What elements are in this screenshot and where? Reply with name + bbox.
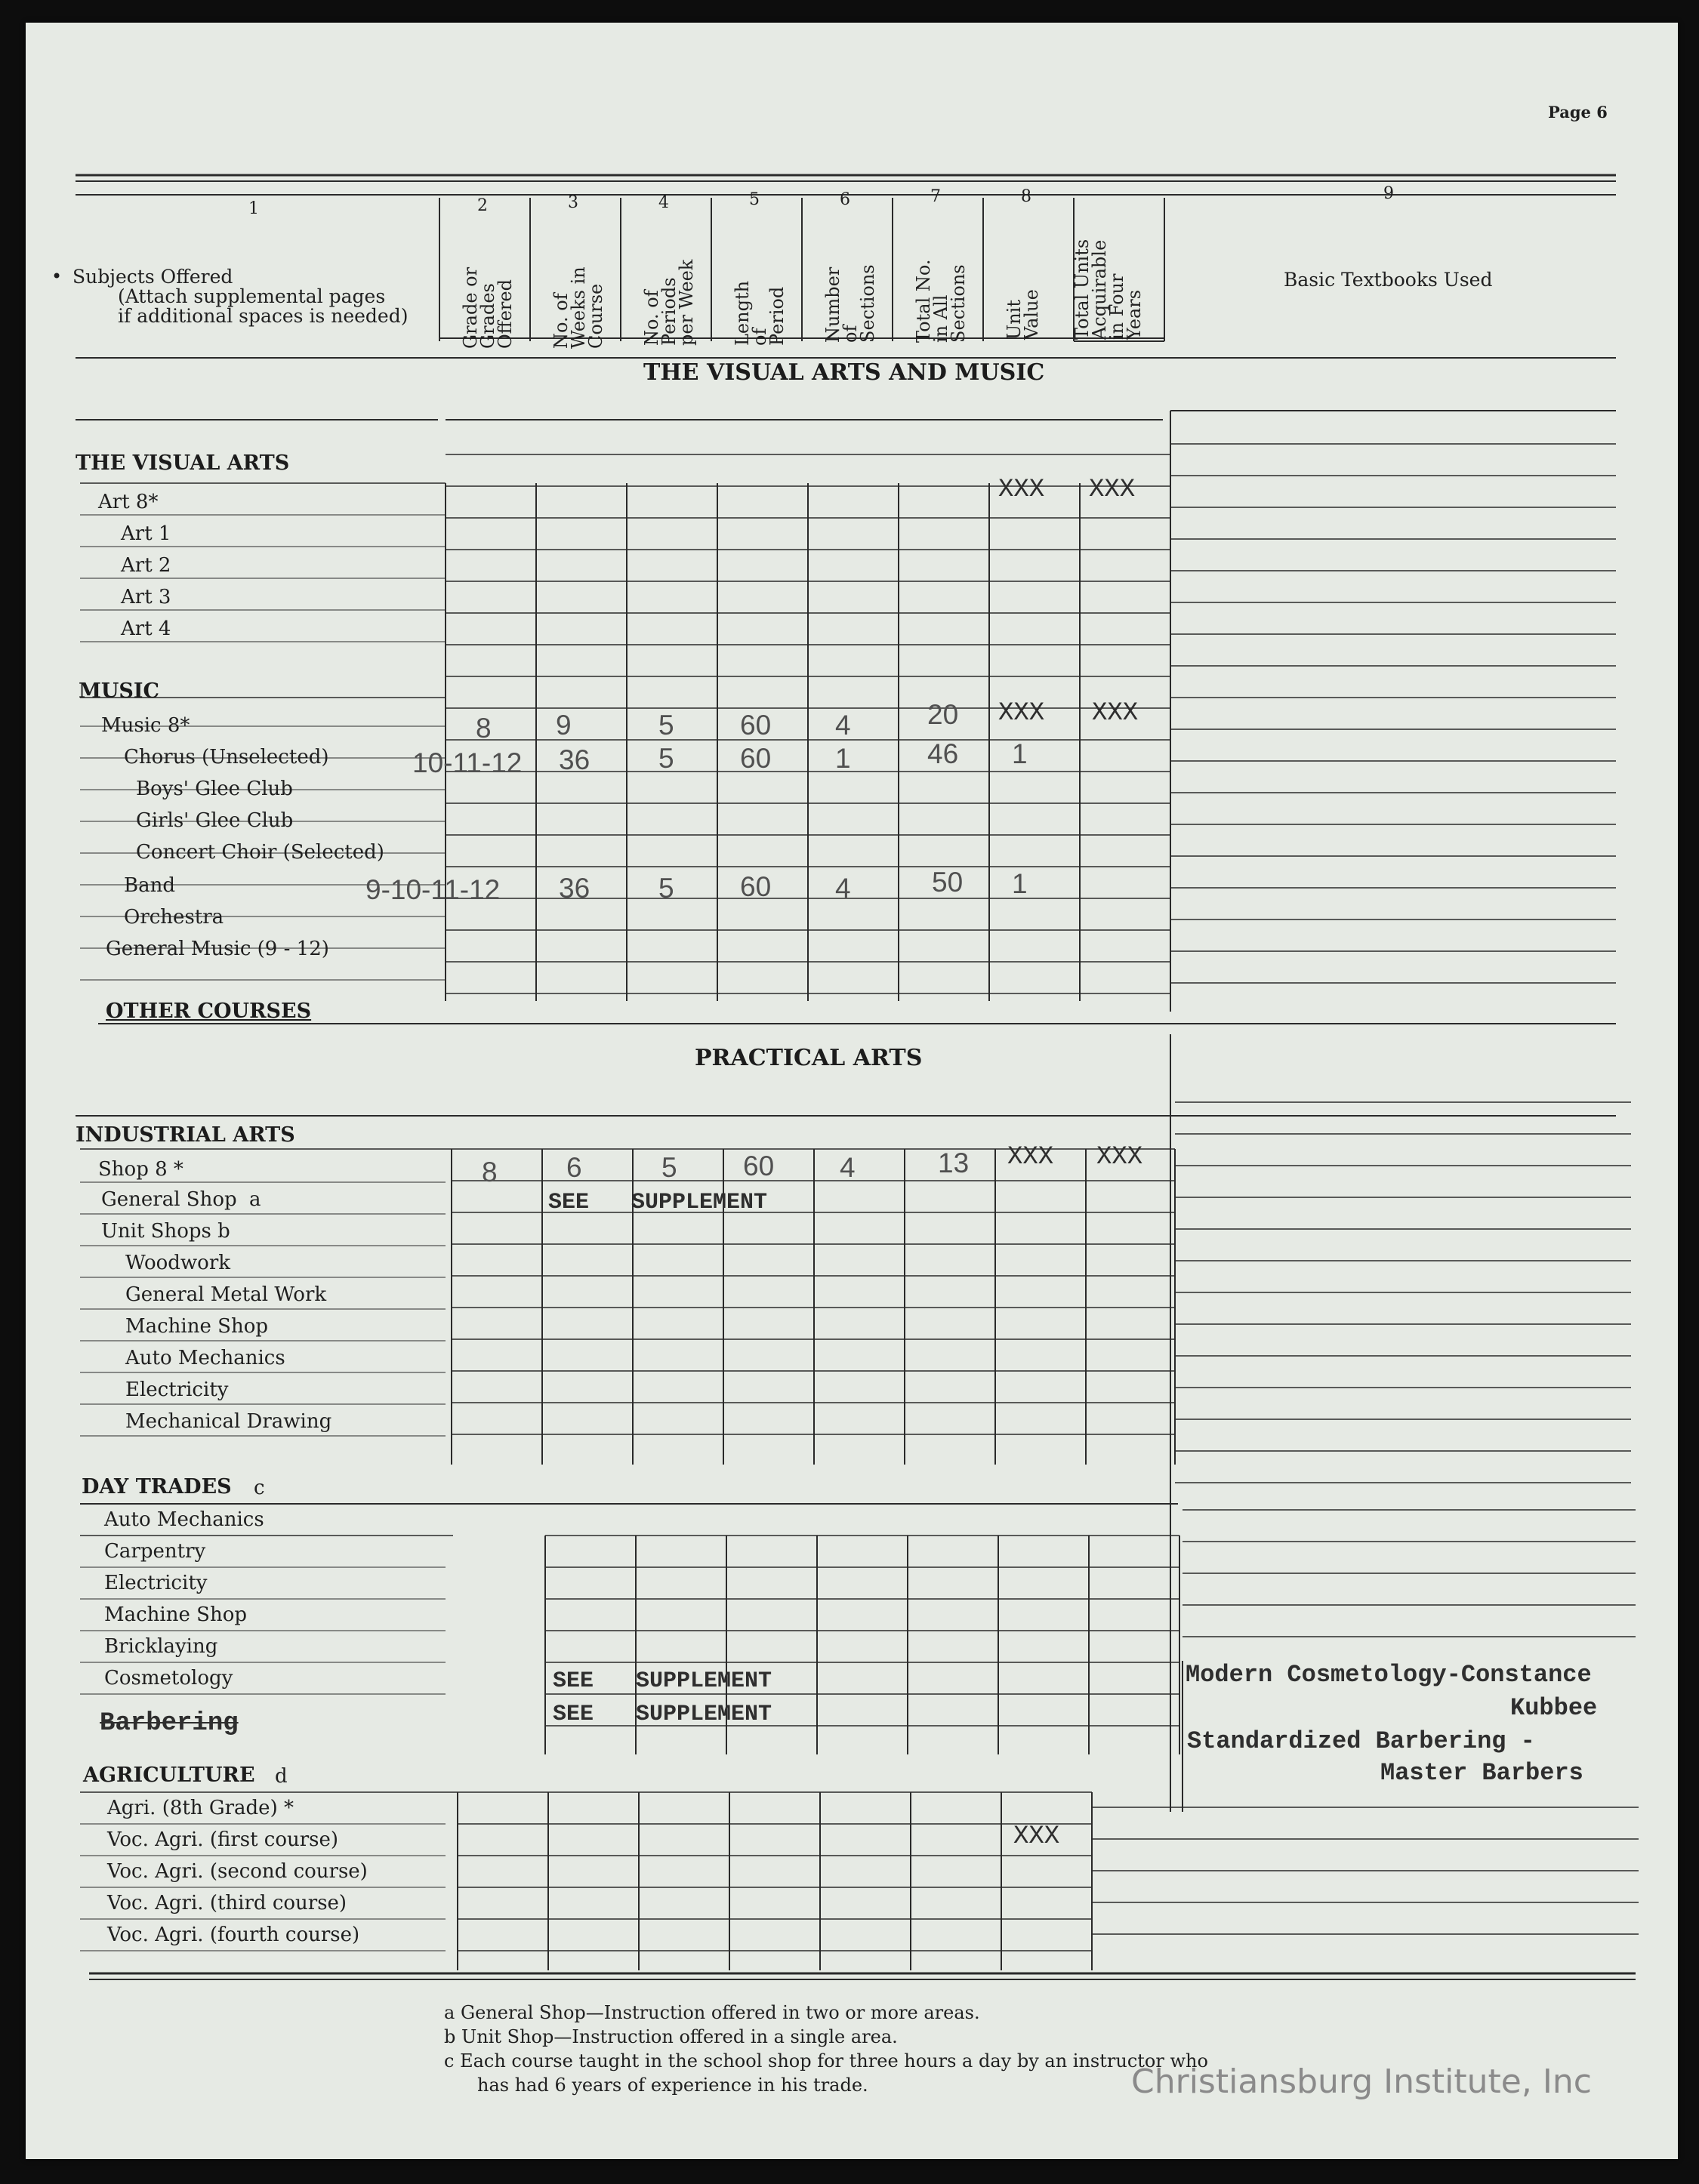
shop8-total: 13 bbox=[938, 1147, 970, 1178]
shop8-periods: 5 bbox=[661, 1152, 677, 1183]
chorus-label: Chorus (Unselected) bbox=[124, 746, 329, 769]
chorus-total: 46 bbox=[927, 738, 959, 769]
music8-weeks: 9 bbox=[556, 710, 572, 741]
col8b-header: Total Units Acquirable in Four Years bbox=[1072, 239, 1145, 340]
bullet-mark: • bbox=[51, 266, 63, 287]
industrial-arts-heading: INDUSTRIAL ARTS bbox=[76, 1123, 295, 1147]
general-shop-label: General Shop bbox=[101, 1188, 237, 1211]
visual-arts-music-title: THE VISUAL ARTS AND MUSIC bbox=[643, 359, 1045, 386]
chorus-sections: 1 bbox=[835, 743, 851, 774]
barbering-supplement: SUPPLEMENT bbox=[636, 1702, 772, 1727]
textbook-barbering-1: Standardized Barbering - bbox=[1187, 1727, 1535, 1755]
col-num-4: 4 bbox=[658, 193, 669, 212]
music8-sections: 4 bbox=[835, 710, 851, 741]
cosmetology-see: SEE bbox=[553, 1668, 594, 1694]
general-shop-mark: a bbox=[249, 1188, 261, 1211]
band-grade: 9-10-11-12 bbox=[365, 874, 501, 905]
day-trades-mark: c bbox=[254, 1477, 265, 1499]
dt-electricity-label: Electricity bbox=[104, 1572, 208, 1594]
barbering-see: SEE bbox=[553, 1702, 594, 1727]
footnote-a: a General Shop—Instruction offered in two or more areas. bbox=[444, 2002, 980, 2023]
art8-label: Art 8* bbox=[98, 491, 159, 513]
col8-header: Unit Value bbox=[1004, 289, 1042, 340]
chorus-unit: 1 bbox=[1012, 738, 1028, 769]
footnote-c2: has had 6 years of experience in his trade. bbox=[477, 2075, 868, 2096]
music8-unit: XXX bbox=[998, 699, 1045, 728]
boys-glee-label: Boys' Glee Club bbox=[136, 778, 293, 800]
textbook-barbering-2: Master Barbers bbox=[1380, 1759, 1583, 1787]
auto-mechanics-label: Auto Mechanics bbox=[125, 1347, 285, 1369]
music-heading: MUSIC bbox=[79, 679, 160, 703]
mechanical-drawing-label: Mechanical Drawing bbox=[125, 1410, 332, 1433]
voc-agri-1-unit: XXX bbox=[1013, 1822, 1060, 1851]
chorus-length: 60 bbox=[740, 743, 772, 774]
general-shop-supplement: SUPPLEMENT bbox=[631, 1190, 768, 1215]
dt-auto-mechanics-label: Auto Mechanics bbox=[104, 1508, 264, 1531]
concert-choir-label: Concert Choir (Selected) bbox=[136, 841, 384, 864]
textbooks-header: Basic Textbooks Used bbox=[1284, 269, 1493, 291]
voc-agri-1-label: Voc. Agri. (first course) bbox=[107, 1828, 339, 1851]
electricity-label: Electricity bbox=[125, 1378, 229, 1401]
col3-header: No. of Weeks in Course bbox=[550, 266, 606, 349]
band-total: 50 bbox=[932, 867, 964, 898]
col-num-2: 2 bbox=[477, 196, 488, 215]
cosmetology-supplement: SUPPLEMENT bbox=[636, 1668, 772, 1694]
shop8-sections: 4 bbox=[840, 1152, 856, 1183]
music8-units4: XXX bbox=[1092, 699, 1139, 728]
dt-bricklaying-label: Bricklaying bbox=[104, 1635, 218, 1658]
col-num-3: 3 bbox=[568, 193, 578, 212]
col-num-8: 8 bbox=[1021, 187, 1031, 206]
voc-agri-3-label: Voc. Agri. (third course) bbox=[107, 1892, 347, 1914]
art8-unit: XXX bbox=[998, 476, 1045, 504]
subjects-offered-note2: if additional spaces is needed) bbox=[118, 305, 409, 327]
girls-glee-label: Girls' Glee Club bbox=[136, 809, 294, 832]
band-periods: 5 bbox=[658, 873, 674, 904]
machine-shop-label: Machine Shop bbox=[125, 1315, 268, 1338]
woodwork-label: Woodwork bbox=[125, 1252, 231, 1274]
col-num-1: 1 bbox=[248, 199, 259, 218]
col6-header: Number of Sections bbox=[822, 264, 878, 343]
day-trades-heading: DAY TRADES bbox=[82, 1475, 232, 1499]
shop8-units4: XXX bbox=[1096, 1143, 1143, 1172]
shop8-label: Shop 8 * bbox=[98, 1158, 183, 1181]
col5-header: Length of Period bbox=[732, 280, 788, 346]
other-courses-heading: OTHER COURSES bbox=[106, 1000, 312, 1023]
page-number: Page 6 bbox=[1548, 103, 1608, 122]
cosmetology-label: Cosmetology bbox=[104, 1667, 233, 1690]
col-num-6: 6 bbox=[840, 190, 850, 209]
agriculture-heading: AGRICULTURE bbox=[83, 1764, 255, 1787]
band-length: 60 bbox=[740, 871, 772, 902]
shop8-grade: 8 bbox=[482, 1157, 498, 1187]
agri8-label: Agri. (8th Grade) * bbox=[107, 1797, 294, 1819]
dt-machine-shop-label: Machine Shop bbox=[104, 1603, 247, 1626]
subjects-offered-note1: (Attach supplemental pages bbox=[118, 285, 386, 307]
voc-agri-4-label: Voc. Agri. (fourth course) bbox=[107, 1924, 360, 1946]
dt-carpentry-label: Carpentry bbox=[104, 1540, 206, 1563]
music8-periods: 5 bbox=[658, 710, 674, 741]
footnote-c1: c Each course taught in the school shop for three hours a day by an instructor who bbox=[444, 2050, 1208, 2072]
music8-grade: 8 bbox=[476, 713, 492, 744]
col-num-5: 5 bbox=[749, 190, 760, 209]
voc-agri-2-label: Voc. Agri. (second course) bbox=[107, 1860, 368, 1883]
art2-label: Art 2 bbox=[121, 554, 171, 577]
shop8-length: 60 bbox=[743, 1151, 775, 1181]
col4-header: No. of Periods per Week bbox=[641, 259, 697, 346]
orchestra-label: Orchestra bbox=[124, 906, 224, 929]
col-num-9: 9 bbox=[1383, 184, 1394, 203]
general-shop-see: SEE bbox=[548, 1190, 590, 1215]
watermark: Christiansburg Institute, Inc bbox=[1131, 2062, 1592, 2101]
col7-header: Total No. in All Sections bbox=[913, 259, 969, 343]
col-num-7: 7 bbox=[930, 187, 941, 206]
art8-total: XXX bbox=[1089, 476, 1136, 504]
visual-arts-heading: THE VISUAL ARTS bbox=[76, 451, 290, 475]
music8-total: 20 bbox=[927, 699, 959, 730]
chorus-periods: 5 bbox=[658, 743, 674, 774]
music8-label: Music 8* bbox=[101, 714, 190, 737]
footnote-b: b Unit Shop—Instruction offered in a single area. bbox=[444, 2026, 898, 2047]
chorus-weeks: 36 bbox=[559, 744, 590, 775]
band-sections: 4 bbox=[835, 873, 851, 904]
band-label: Band bbox=[124, 874, 175, 897]
music8-length: 60 bbox=[740, 710, 772, 741]
art4-label: Art 4 bbox=[121, 618, 171, 640]
band-unit: 1 bbox=[1012, 868, 1028, 899]
agriculture-mark: d bbox=[275, 1765, 288, 1788]
general-metal-label: General Metal Work bbox=[125, 1283, 327, 1306]
subjects-offered-label: Subjects Offered bbox=[72, 266, 233, 288]
col2-header: Grade or Grades Offered bbox=[460, 266, 516, 349]
practical-arts-title: PRACTICAL ARTS bbox=[695, 1045, 923, 1071]
art3-label: Art 3 bbox=[121, 586, 171, 608]
textbook-cosmetology-1: Modern Cosmetology-Constance bbox=[1186, 1661, 1592, 1689]
art1-label: Art 1 bbox=[121, 522, 171, 545]
textbook-cosmetology-2: Kubbee bbox=[1510, 1694, 1598, 1722]
unit-shops-label: Unit Shops b bbox=[101, 1220, 230, 1243]
shop8-unit: XXX bbox=[1007, 1143, 1054, 1172]
general-music-label: General Music (9 - 12) bbox=[106, 938, 329, 960]
barbering-label: Barbering bbox=[100, 1709, 239, 1738]
chorus-grade: 10-11-12 bbox=[412, 747, 523, 778]
band-weeks: 36 bbox=[559, 873, 590, 904]
shop8-weeks: 6 bbox=[566, 1152, 582, 1183]
